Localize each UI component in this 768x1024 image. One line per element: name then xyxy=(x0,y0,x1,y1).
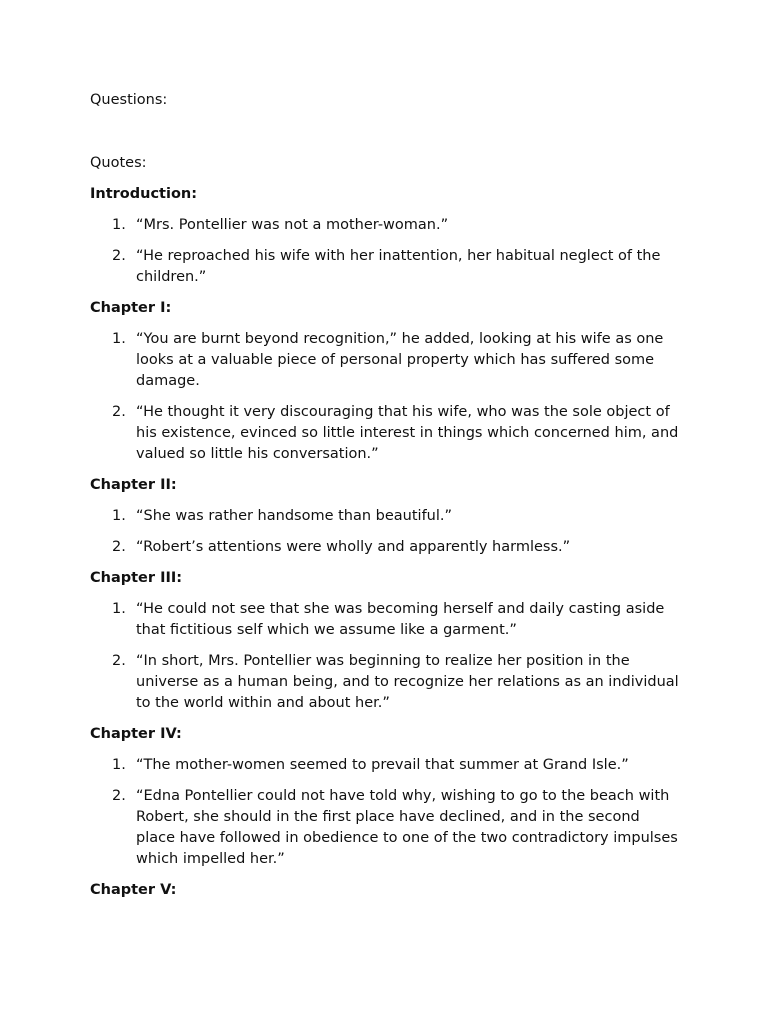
quote-item xyxy=(90,215,680,236)
quote-text: “She was rather handsome than beautiful.” xyxy=(136,508,453,524)
section-chapter-ii xyxy=(90,475,680,558)
quote-item xyxy=(90,786,680,870)
section-chapter-v xyxy=(90,880,680,901)
quote-item xyxy=(90,329,680,392)
list-number: 1. xyxy=(112,601,126,617)
quote-text: “Robert’s attentions were wholly and apparently harmless.” xyxy=(136,539,571,555)
quote-text: “Edna Pontellier could not have told why, wishing to go to the beach with Robert, she should in the first place have declined, and in the second place have followed in obedience to one of the two contradictory impulses which impelled her.” xyxy=(136,788,678,867)
quote-list xyxy=(90,755,680,870)
quote-text: “Mrs. Pontellier was not a mother-woman.” xyxy=(136,217,449,233)
quote-item xyxy=(90,755,680,776)
section-chapter-iii xyxy=(90,568,680,714)
list-number: 1. xyxy=(112,508,126,524)
quote-text: “The mother-women seemed to prevail that summer at Grand Isle.” xyxy=(136,757,629,773)
quote-list xyxy=(90,599,680,714)
section-heading: Chapter II: xyxy=(90,477,177,493)
list-number: 1. xyxy=(112,331,126,347)
quote-list xyxy=(90,329,680,465)
list-number: 2. xyxy=(112,404,126,420)
quote-item xyxy=(90,599,680,641)
section-heading: Chapter I: xyxy=(90,300,172,316)
quote-item xyxy=(90,506,680,527)
quote-text: “He reproached his wife with her inattention, her habitual neglect of the children.” xyxy=(136,248,661,285)
list-number: 2. xyxy=(112,539,126,555)
list-number: 2. xyxy=(112,788,126,804)
quote-list xyxy=(90,506,680,558)
section-heading: Chapter III: xyxy=(90,570,183,586)
section-heading: Chapter V: xyxy=(90,882,177,898)
quote-text: “In short, Mrs. Pontellier was beginning to realize her position in the universe as a human being, and to recognize her relations as an individual to the world within and about her.” xyxy=(136,653,679,711)
document-body xyxy=(90,90,680,901)
quote-text: “You are burnt beyond recognition,” he added, looking at his wife as one looks at a valuable piece of personal property which has suffered some damage. xyxy=(136,331,664,389)
quote-text: “He could not see that she was becoming herself and daily casting aside that fictitious self which we assume like a garment.” xyxy=(136,601,665,638)
quote-text: “He thought it very discouraging that his wife, who was the sole object of his existence, evinced so little interest in things which concerned him, and valued so little his conversation.” xyxy=(136,404,679,462)
quote-list xyxy=(90,215,680,288)
section-chapter-iv xyxy=(90,724,680,870)
list-number: 2. xyxy=(112,653,126,669)
questions-label: Questions: xyxy=(90,92,168,108)
list-number: 2. xyxy=(112,248,126,264)
section-chapter-i xyxy=(90,298,680,465)
section-introduction xyxy=(90,184,680,288)
quotes-label: Quotes: xyxy=(90,155,147,171)
quote-item xyxy=(90,402,680,465)
list-number: 1. xyxy=(112,757,126,773)
quote-item xyxy=(90,246,680,288)
list-number: 1. xyxy=(112,217,126,233)
quote-item xyxy=(90,651,680,714)
section-heading: Introduction: xyxy=(90,186,198,202)
quote-item xyxy=(90,537,680,558)
section-heading: Chapter IV: xyxy=(90,726,182,742)
